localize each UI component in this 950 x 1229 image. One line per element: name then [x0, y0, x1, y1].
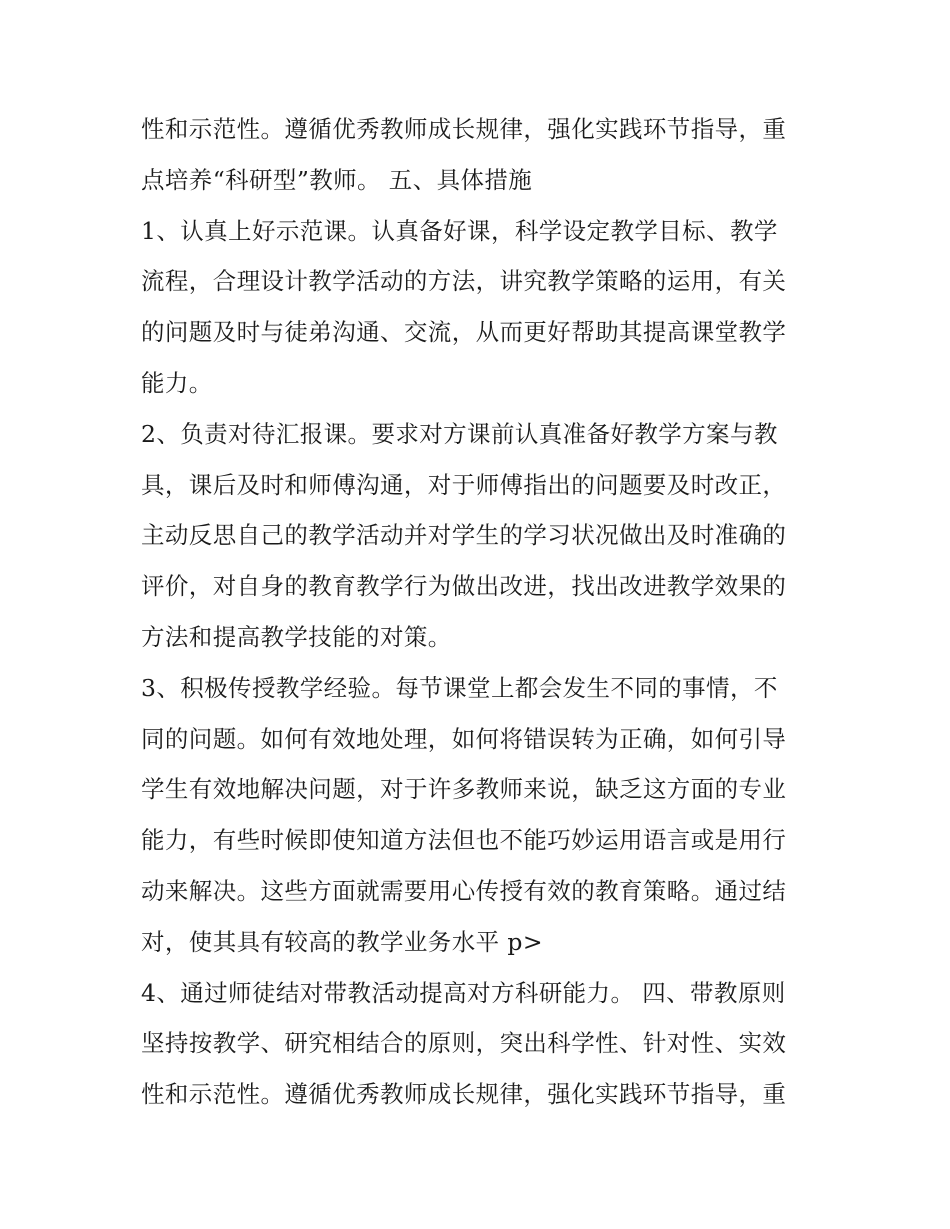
- text-line: 1、认真上好示范课。认真备好课，科学设定教学目标、教学: [141, 216, 778, 245]
- text-line: 能力，有些时候即使知道方法但也不能巧妙运用语言或是用行: [141, 826, 787, 855]
- text-line: 点培养“科研型”教师。 五、具体措施: [141, 165, 533, 194]
- text-line: 性和示范性。遵循优秀教师成长规律，强化实践环节指导，重: [141, 115, 787, 143]
- text-line: 3、积极传授教学经验。每节课堂上都会发生不同的事情，不: [141, 673, 778, 702]
- text-line: 坚持按教学、研究相结合的原则，突出科学性、针对性、实效: [141, 1029, 787, 1058]
- text-line: 方法和提高教学技能的对策。: [141, 622, 452, 651]
- text-line: 性和示范性。遵循优秀教师成长规律，强化实践环节指导，重: [141, 1080, 787, 1109]
- text-line: 评价，对自身的教育教学行为做出改进，找出改进教学效果的: [141, 572, 787, 601]
- text-line: 主动反思自己的教学活动并对学生的学习状况做出及时准确的: [141, 521, 787, 550]
- text-line: 动来解决。这些方面就需要用心传授有效的教育策略。通过结: [141, 876, 787, 905]
- text-line: 2、负责对待汇报课。要求对方课前认真准备好教学方案与教: [141, 419, 778, 448]
- text-line: 的问题及时与徒弟沟通、交流，从而更好帮助其提高课堂教学: [141, 318, 787, 347]
- text-line: 对，使其具有较高的教学业务水平 p>: [141, 927, 543, 956]
- text-line: 流程，合理设计教学活动的方法，讲究教学策略的运用，有关: [141, 267, 787, 296]
- text-line: 学生有效地解决问题，对于许多教师来说，缺乏这方面的专业: [141, 775, 787, 804]
- text-line: 4、通过师徒结对带教活动提高对方科研能力。 四、带教原则: [141, 978, 786, 1007]
- text-line: 具，课后及时和师傅沟通，对于师傅指出的问题要及时改正，: [141, 470, 787, 499]
- text-line: 同的问题。如何有效地处理，如何将错误转为正确，如何引导: [141, 724, 787, 753]
- text-line: 能力。: [141, 368, 213, 397]
- body-text: [141, 104, 821, 1120]
